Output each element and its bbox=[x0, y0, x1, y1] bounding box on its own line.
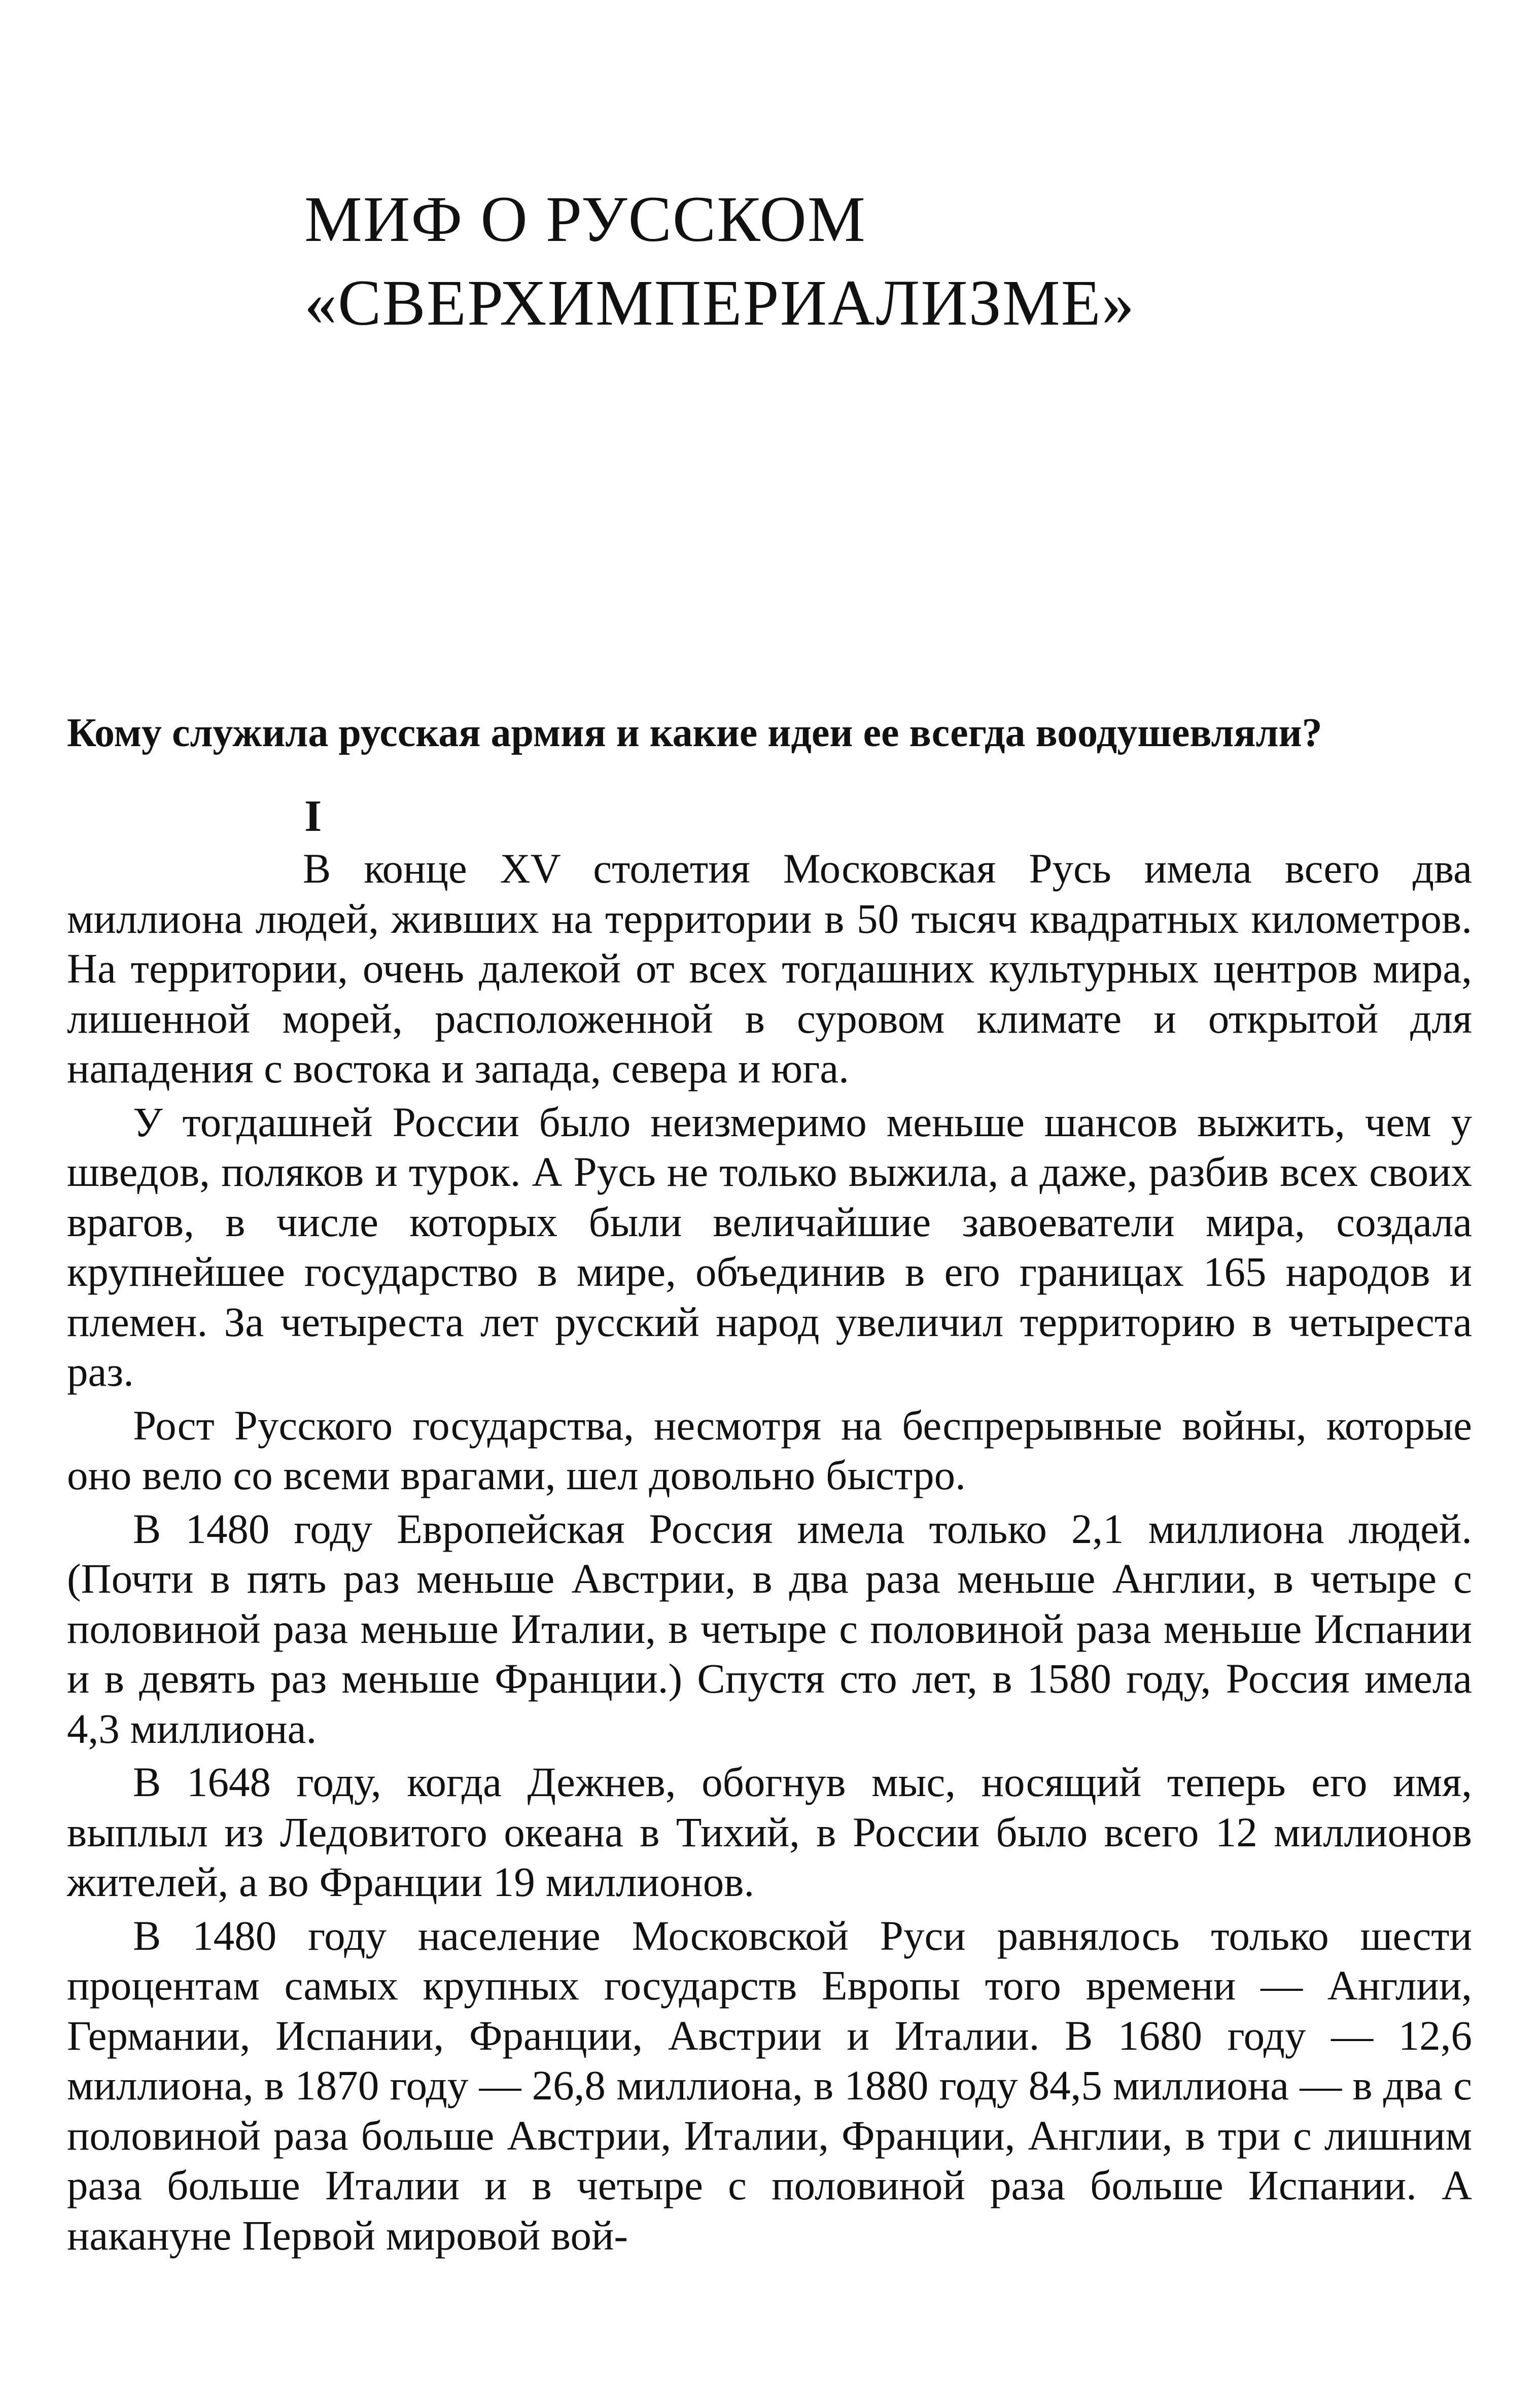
paragraph: В конце XV столетия Московская Русь имела всего два миллиона людей, живших на территории в 50 тысяч квадратных километров. На территории, очень далекой от всех тогдашних культурных центров мира, лишенной морей, расположенной в суровом климате и открытой для нападения с востока и запада, севера и юга. bbox=[67, 845, 1472, 1092]
body-text bbox=[67, 844, 1472, 2264]
paragraph: В 1480 году население Московской Руси равнялось только шести процентам самых крупных государств Европы того времени — Англии, Германии, Испании, Франции, Австрии и Италии. В 1680 году — 12,6 миллиона, в 1870 году — 26,8 миллиона, в 1880 году 84,5 миллиона — в два с половиной раза больше Австрии, Италии, Франции, Англии, в три с лишним раза больше Италии и в четыре с половиной раза больше Испании. А накануне Первой мировой вой- bbox=[67, 1912, 1472, 2259]
chapter-title bbox=[304, 178, 1370, 345]
chapter-title-line-2: «СВЕРХИМПЕРИАЛИЗМЕ» bbox=[304, 267, 1135, 339]
paragraph: В 1648 году, когда Дежнев, обогнув мыс, носящий теперь его имя, выплыл из Ледовитого океана в Тихий, в России было всего 12 миллионов жителей, а во Франции 19 миллионов. bbox=[67, 1759, 1472, 1905]
paragraph: Рост Русского государства, несмотря на беспрерывные войны, которые оно вело со всеми врагами, шел довольно быстро. bbox=[67, 1401, 1472, 1498]
chapter-title-line-1: МИФ О РУССКОМ bbox=[304, 183, 866, 255]
paragraph: У тогдашней России было неизмеримо меньше шансов выжить, чем у шведов, поляков и турок. А Русь не только выжила, а даже, разбив всех своих врагов, в числе которых были величайшие завоеватели мира, создала крупнейшее государство в мире, объединив в его границах 165 народов и племен. За четыреста лет русский народ увеличил территорию в четыреста раз. bbox=[67, 1098, 1472, 1395]
section-number: I bbox=[304, 792, 322, 841]
section-subtitle: Кому служила русская армия и какие идеи ее всегда воодушевляли? bbox=[67, 711, 1322, 755]
paragraph: В 1480 году Европейская Россия имела только 2,1 миллиона людей. (Почти в пять раз меньше Австрии, в два раза меньше Англии, в четыре с половиной раза меньше Италии, в четыре с половиной раза меньше Испании и в девять раз меньше Франции.) Спустя сто лет, в 1580 году, Россия имела 4,3 миллиона. bbox=[67, 1505, 1472, 1752]
